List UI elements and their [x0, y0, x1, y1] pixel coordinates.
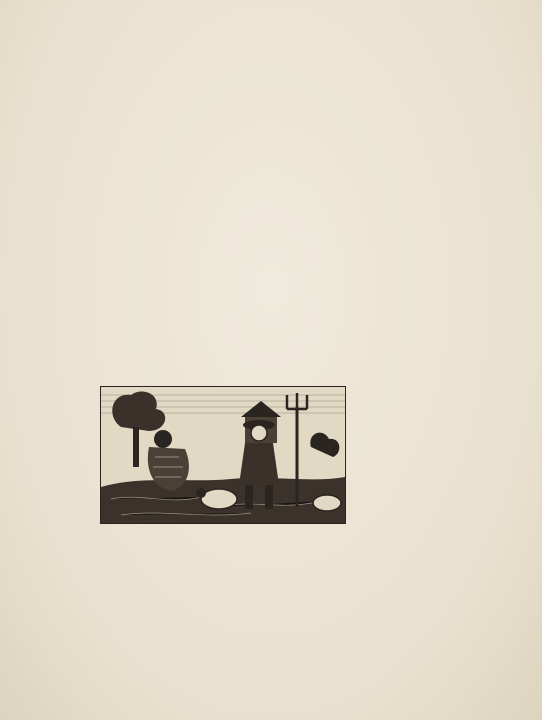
woodcut-drawing: [101, 387, 345, 523]
border-bottom: [40, 596, 414, 624]
woodcut-illustration: [100, 386, 346, 524]
border-right: [386, 60, 414, 594]
